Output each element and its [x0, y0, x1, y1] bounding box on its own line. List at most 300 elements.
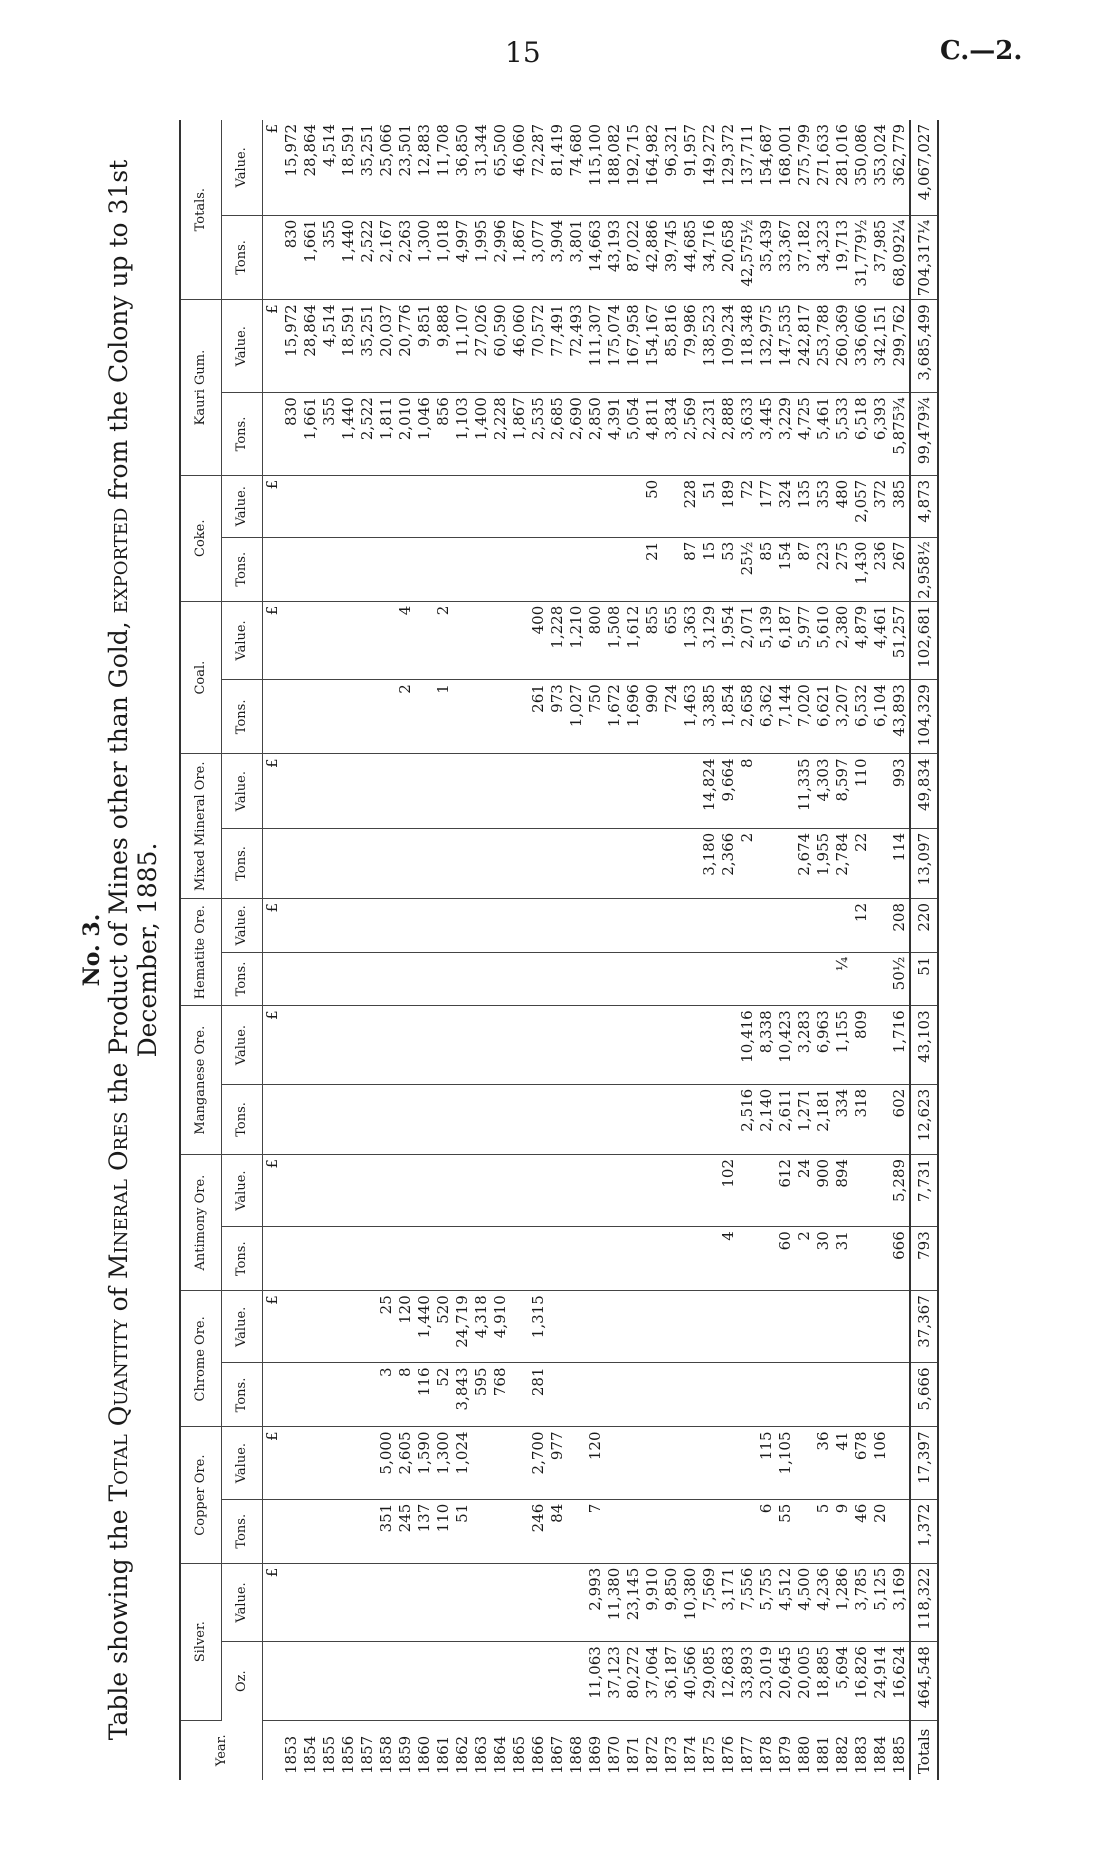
table-heading — [80, 120, 163, 1780]
table-cell — [662, 899, 681, 953]
table-cell — [434, 754, 453, 828]
table-cell: 25,066 — [377, 120, 396, 215]
table-cell: 4,514 — [320, 300, 339, 393]
table-cell: 1,661 — [301, 215, 320, 300]
table-cell — [814, 952, 833, 1006]
table-cell — [472, 1227, 491, 1291]
group-header: Hematite Ore. — [180, 899, 222, 1006]
table-cell — [643, 1006, 662, 1084]
sub-header: Tons. — [221, 1227, 262, 1291]
table-cell — [624, 1291, 643, 1363]
table-cell: 3,445 — [757, 393, 776, 476]
currency-cell: £ — [262, 1427, 282, 1499]
table-cell — [643, 1499, 662, 1563]
table-cell — [719, 1291, 738, 1363]
table-row — [491, 120, 510, 1780]
table-cell — [662, 1499, 681, 1563]
table-cell — [472, 1006, 491, 1084]
table-cell: 74,680 — [567, 120, 586, 215]
table-cell — [453, 1154, 472, 1226]
table-cell: 2 — [396, 680, 415, 754]
table-cell — [282, 1006, 301, 1084]
table-cell — [586, 1084, 605, 1154]
table-cell: 39,745 — [662, 215, 681, 300]
year-cell: 1884 — [871, 1735, 890, 1774]
table-cell — [377, 1154, 396, 1226]
table-cell — [339, 475, 358, 537]
currency-cell: £ — [262, 120, 282, 215]
table-cell: 3,129 — [700, 601, 719, 679]
table-cell — [472, 952, 491, 1006]
table-row — [339, 120, 358, 1780]
title-smallcaps-2: Mineral Ores — [104, 1111, 134, 1280]
table-row — [624, 120, 643, 1780]
table-cell: 2,228 — [491, 393, 510, 476]
table-cell: 10,380 — [681, 1563, 700, 1641]
table-cell — [396, 1563, 415, 1641]
year-cell: 1883 — [852, 1735, 871, 1774]
table-cell — [567, 1227, 586, 1291]
table-cell: 115,100 — [586, 120, 605, 215]
table-cell: 154,687 — [757, 120, 776, 215]
table-cell — [548, 1084, 567, 1154]
table-cell — [567, 828, 586, 898]
table-cell — [415, 475, 434, 537]
currency-cell — [262, 680, 282, 754]
table-cell — [681, 1499, 700, 1563]
table-cell — [776, 899, 795, 953]
table-cell: 3,169 — [890, 1563, 910, 1641]
table-cell — [548, 754, 567, 828]
table-cell: 129,372 — [719, 120, 738, 215]
table-cell: 2,010 — [396, 393, 415, 476]
table-cell — [358, 828, 377, 898]
table-cell — [738, 1291, 757, 1363]
table-cell: 106 — [871, 1427, 890, 1499]
table-cell — [453, 601, 472, 679]
title-mid-1: of — [104, 1287, 134, 1312]
table-cell — [320, 1291, 339, 1363]
year-cell: 1872 — [643, 1735, 662, 1774]
table-cell: 2,522 — [358, 215, 377, 300]
table-cell — [510, 1291, 529, 1363]
table-cell — [472, 828, 491, 898]
table-cell: 53 — [719, 537, 738, 601]
table-cell — [605, 1084, 624, 1154]
table-cell — [586, 754, 605, 828]
table-cell — [339, 1227, 358, 1291]
table-cell — [700, 1427, 719, 1499]
table-cell: 135 — [795, 475, 814, 537]
table-cell — [681, 754, 700, 828]
year-cell: 1871 — [624, 1735, 643, 1774]
table-cell — [282, 1291, 301, 1363]
table-cell: 2,605 — [396, 1427, 415, 1499]
table-cell: 28,864 — [301, 300, 320, 393]
table-cell: 2,958½ — [910, 537, 938, 601]
currency-cell — [262, 1227, 282, 1291]
table-cell: 102 — [719, 1154, 738, 1226]
table-cell: 9,664 — [719, 754, 738, 828]
table-cell: 5,125 — [871, 1563, 890, 1641]
year-cell: 1875 — [700, 1735, 719, 1774]
table-cell — [605, 899, 624, 953]
table-cell — [662, 475, 681, 537]
table-cell: 724 — [662, 680, 681, 754]
table-cell: 1,027 — [567, 680, 586, 754]
table-cell: 271,633 — [814, 120, 833, 215]
table-cell — [890, 1427, 910, 1499]
table-cell — [282, 601, 301, 679]
table-cell — [624, 1154, 643, 1226]
table-cell — [605, 1227, 624, 1291]
table-cell: 5,610 — [814, 601, 833, 679]
table-cell: 5,139 — [757, 601, 776, 679]
table-cell: 50½ — [890, 952, 910, 1006]
table-cell: 11,335 — [795, 754, 814, 828]
table-cell: 4,512 — [776, 1563, 795, 1641]
table-cell — [529, 1154, 548, 1226]
table-cell — [624, 1363, 643, 1427]
table-cell: 1,363 — [681, 601, 700, 679]
table-cell — [282, 952, 301, 1006]
table-cell: 4,879 — [852, 601, 871, 679]
table-cell: 1,954 — [719, 601, 738, 679]
table-cell — [567, 537, 586, 601]
year-cell: 1854 — [301, 1735, 320, 1774]
table-cell — [377, 1006, 396, 1084]
table-cell — [757, 1154, 776, 1226]
table-cell: 993 — [890, 754, 910, 828]
table-cell: 228 — [681, 475, 700, 537]
table-cell — [472, 1084, 491, 1154]
table-cell: 2,181 — [814, 1084, 833, 1154]
table-cell: 1,867 — [510, 393, 529, 476]
table-cell: 750 — [586, 680, 605, 754]
table-cell: 5,000 — [377, 1427, 396, 1499]
table-cell — [320, 952, 339, 1006]
table-cell: 167,958 — [624, 300, 643, 393]
table-row — [358, 120, 377, 1780]
table-cell — [567, 1291, 586, 1363]
table-cell: 5,694 — [833, 1642, 852, 1720]
sub-header: Tons. — [221, 537, 262, 601]
table-cell: 275,799 — [795, 120, 814, 215]
sub-header: Value. — [221, 899, 262, 953]
group-header: Coal. — [180, 601, 222, 754]
table-cell: 2,996 — [491, 215, 510, 300]
table-cell: 11,380 — [605, 1563, 624, 1641]
table-cell — [396, 1642, 415, 1720]
currency-cell — [262, 1642, 282, 1720]
table-cell — [567, 1563, 586, 1641]
currency-cell — [262, 215, 282, 300]
table-cell — [377, 1084, 396, 1154]
table-cell — [339, 952, 358, 1006]
table-cell — [852, 1227, 871, 1291]
table-cell: 800 — [586, 601, 605, 679]
table-cell: 17,397 — [910, 1427, 938, 1499]
table-cell: 81,419 — [548, 120, 567, 215]
table-cell: 350,086 — [852, 120, 871, 215]
table-cell — [567, 1154, 586, 1226]
table-cell — [396, 475, 415, 537]
table-cell: 5,054 — [624, 393, 643, 476]
table-cell — [871, 1363, 890, 1427]
table-cell: 149,272 — [700, 120, 719, 215]
table-cell: 1,995 — [472, 215, 491, 300]
table-number: No. 3. — [79, 913, 105, 987]
table-cell: 31,344 — [472, 120, 491, 215]
table-cell: 1,300 — [434, 1427, 453, 1499]
table-cell: 12,883 — [415, 120, 434, 215]
table-cell — [320, 1084, 339, 1154]
table-cell — [320, 1154, 339, 1226]
table-cell — [358, 680, 377, 754]
sub-header: Value. — [221, 754, 262, 828]
table-cell — [567, 1006, 586, 1084]
table-cell: 2,516 — [738, 1084, 757, 1154]
table-cell — [586, 475, 605, 537]
table-cell — [301, 1642, 320, 1720]
table-cell — [548, 1563, 567, 1641]
table-cell: 25 — [377, 1291, 396, 1363]
table-cell: 6,393 — [871, 393, 890, 476]
table-cell — [320, 537, 339, 601]
table-cell: 6,532 — [852, 680, 871, 754]
table-cell: 9,910 — [643, 1563, 662, 1641]
table-cell — [301, 601, 320, 679]
table-cell: 31,779½ — [852, 215, 871, 300]
table-row — [757, 120, 776, 1780]
table-cell — [548, 1642, 567, 1720]
table-cell — [301, 475, 320, 537]
table-cell — [681, 1363, 700, 1427]
table-cell — [567, 1642, 586, 1720]
table-cell: 102,681 — [910, 601, 938, 679]
table-cell: 15 — [700, 537, 719, 601]
table-cell — [871, 1006, 890, 1084]
table-cell — [453, 1642, 472, 1720]
table-cell: 12,683 — [719, 1642, 738, 1720]
table-cell: 91,957 — [681, 120, 700, 215]
table-cell — [491, 1006, 510, 1084]
table-cell: 7,569 — [700, 1563, 719, 1641]
year-cell: 1877 — [738, 1735, 757, 1774]
table-cell: 37,985 — [871, 215, 890, 300]
table-cell: 1,440 — [339, 215, 358, 300]
table-cell: 353,024 — [871, 120, 890, 215]
table-cell — [282, 1363, 301, 1427]
year-cell: 1856 — [339, 1735, 358, 1774]
table-cell — [605, 754, 624, 828]
table-cell — [548, 475, 567, 537]
table-cell — [624, 1499, 643, 1563]
table-cell: 7,556 — [738, 1563, 757, 1641]
table-cell — [548, 537, 567, 601]
table-cell — [491, 1563, 510, 1641]
currency-cell — [262, 828, 282, 898]
table-cell — [567, 1499, 586, 1563]
table-cell: 77,491 — [548, 300, 567, 393]
table-cell — [719, 1363, 738, 1427]
currency-cell: £ — [262, 1154, 282, 1226]
table-cell — [320, 899, 339, 953]
table-cell — [852, 1363, 871, 1427]
table-cell — [415, 1227, 434, 1291]
table-cell: 2 — [795, 1227, 814, 1291]
table-cell: 34,716 — [700, 215, 719, 300]
table-cell — [301, 1227, 320, 1291]
table-cell — [700, 1363, 719, 1427]
table-cell: 137,711 — [738, 120, 757, 215]
table-cell — [491, 1642, 510, 1720]
table-cell — [282, 828, 301, 898]
table-cell: 36,187 — [662, 1642, 681, 1720]
year-cell: 1880 — [795, 1735, 814, 1774]
table-cell — [795, 952, 814, 1006]
table-cell — [301, 537, 320, 601]
table-cell — [776, 952, 795, 1006]
year-cell: 1859 — [396, 1735, 415, 1774]
table-cell — [282, 1154, 301, 1226]
table-cell: 3,385 — [700, 680, 719, 754]
table-row — [738, 120, 757, 1780]
table-cell — [396, 952, 415, 1006]
table-cell — [415, 1642, 434, 1720]
table-cell — [415, 899, 434, 953]
table-cell: 2,263 — [396, 215, 415, 300]
table-cell — [453, 828, 472, 898]
year-cell: 1862 — [453, 1735, 472, 1774]
table-cell — [833, 1363, 852, 1427]
currency-cell: £ — [262, 475, 282, 537]
table-cell: 25½ — [738, 537, 757, 601]
table-cell: 2,690 — [567, 393, 586, 476]
table-cell — [510, 1499, 529, 1563]
currency-cell: £ — [262, 754, 282, 828]
table-cell: 1,854 — [719, 680, 738, 754]
table-cell: 4,391 — [605, 393, 624, 476]
table-cell — [586, 1154, 605, 1226]
table-cell — [719, 1499, 738, 1563]
table-cell — [510, 952, 529, 1006]
table-row — [282, 120, 301, 1780]
table-cell: 35,251 — [358, 300, 377, 393]
table-cell — [586, 1006, 605, 1084]
table-cell — [662, 754, 681, 828]
table-cell: 318 — [852, 1084, 871, 1154]
table-cell — [282, 1642, 301, 1720]
year-cell: 1881 — [814, 1735, 833, 1774]
table-cell: 242,817 — [795, 300, 814, 393]
table-cell: 385 — [890, 475, 910, 537]
table-cell — [586, 1291, 605, 1363]
table-cell: 36,850 — [453, 120, 472, 215]
table-cell: 20,776 — [396, 300, 415, 393]
table-cell — [700, 1154, 719, 1226]
table-cell: 110 — [434, 1499, 453, 1563]
table-cell: 24,914 — [871, 1642, 890, 1720]
table-cell: 164,982 — [643, 120, 662, 215]
table-cell — [529, 899, 548, 953]
table-cell — [339, 1006, 358, 1084]
table-cell — [814, 1291, 833, 1363]
table-cell — [377, 1563, 396, 1641]
table-cell: 3,843 — [453, 1363, 472, 1427]
table-cell — [605, 1006, 624, 1084]
table-cell — [282, 1499, 301, 1563]
table-cell: ¼ — [833, 952, 852, 1006]
table-cell: 51,257 — [890, 601, 910, 679]
table-cell — [871, 1084, 890, 1154]
table-cell — [301, 1154, 320, 1226]
table-cell — [377, 952, 396, 1006]
table-row — [377, 120, 396, 1780]
table-cell: 5,533 — [833, 393, 852, 476]
year-cell: 1879 — [776, 1735, 795, 1774]
table-cell — [396, 537, 415, 601]
table-cell — [301, 1006, 320, 1084]
table-cell: 3,904 — [548, 215, 567, 300]
table-cell — [472, 601, 491, 679]
table-cell — [871, 952, 890, 1006]
table-cell — [358, 754, 377, 828]
table-cell — [700, 1291, 719, 1363]
table-cell — [472, 899, 491, 953]
title-prefix: Table showing the — [104, 1509, 134, 1741]
table-cell — [339, 1291, 358, 1363]
table-cell — [605, 1499, 624, 1563]
table-cell — [700, 952, 719, 1006]
table-cell — [491, 1427, 510, 1499]
table-cell: 1,440 — [339, 393, 358, 476]
table-cell — [738, 1499, 757, 1563]
table-cell: 3,207 — [833, 680, 852, 754]
table-cell: 5,289 — [890, 1154, 910, 1226]
table-cell — [529, 1084, 548, 1154]
table-cell — [358, 1563, 377, 1641]
table-cell: 3,633 — [738, 393, 757, 476]
table-cell: 1,300 — [415, 215, 434, 300]
year-cell: Totals — [910, 1720, 938, 1780]
table-cell — [301, 754, 320, 828]
table-cell: 35,251 — [358, 120, 377, 215]
table-cell: 1,372 — [910, 1499, 938, 1563]
table-cell: 118,348 — [738, 300, 757, 393]
table-cell: 275 — [833, 537, 852, 601]
table-cell: 6,963 — [814, 1006, 833, 1084]
sub-header: Tons. — [221, 680, 262, 754]
table-cell: 5,755 — [757, 1563, 776, 1641]
table-cell: 13,097 — [910, 828, 938, 898]
table-cell — [586, 1363, 605, 1427]
table-cell: 990 — [643, 680, 662, 754]
table-cell — [681, 899, 700, 953]
table-cell: 1,463 — [681, 680, 700, 754]
table-cell — [662, 1227, 681, 1291]
table-cell: 46,060 — [510, 300, 529, 393]
table-cell: 1,155 — [833, 1006, 852, 1084]
table-cell — [510, 537, 529, 601]
table-cell: 342,151 — [871, 300, 890, 393]
table-cell — [415, 1154, 434, 1226]
table-cell: 1,661 — [301, 393, 320, 476]
year-cell: 1869 — [586, 1735, 605, 1774]
table-cell — [377, 1227, 396, 1291]
totals-row — [910, 120, 938, 1780]
table-cell — [662, 828, 681, 898]
